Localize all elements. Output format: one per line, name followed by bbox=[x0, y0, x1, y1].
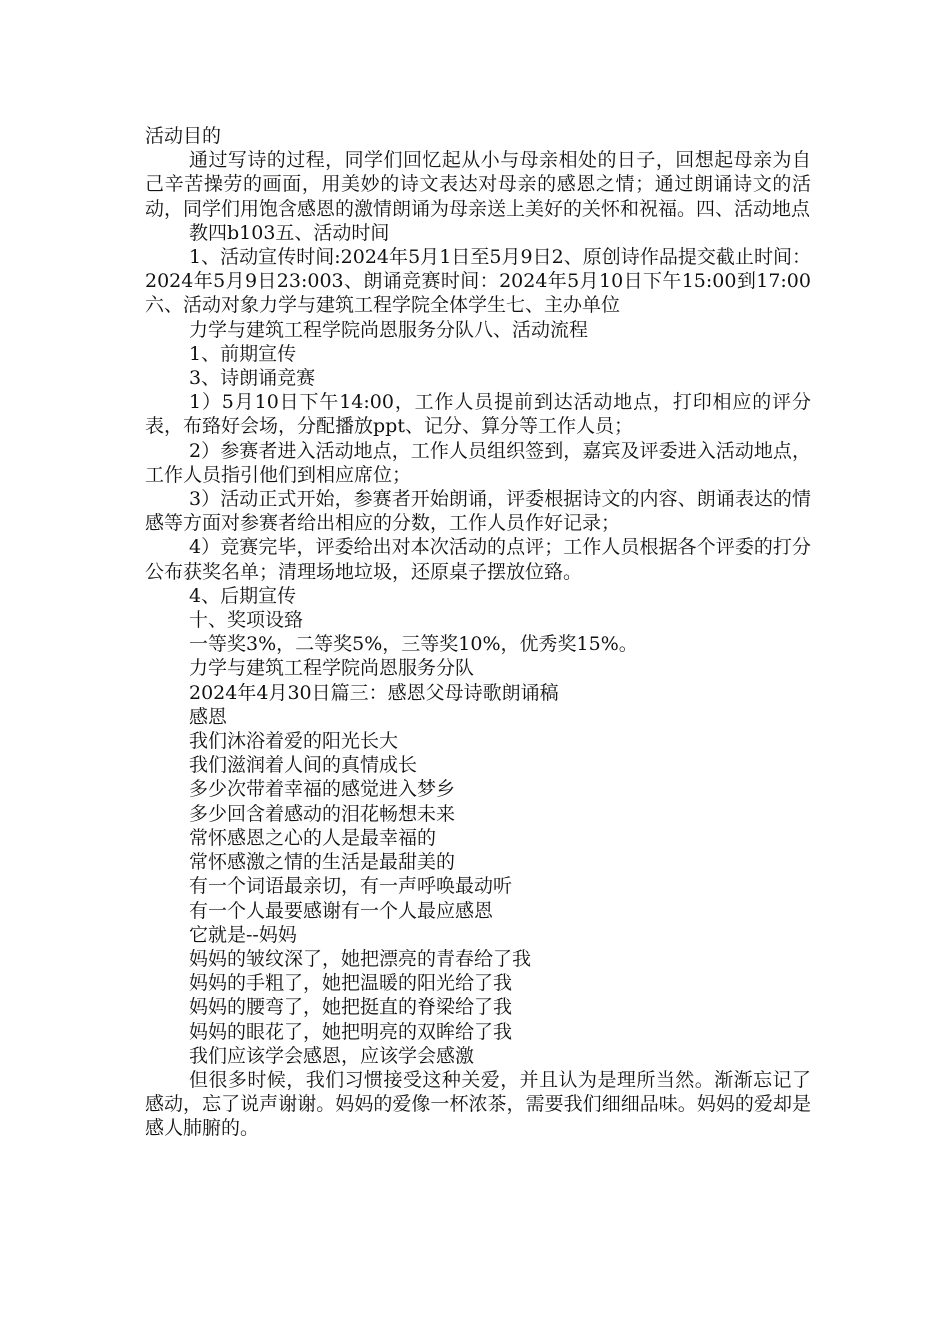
section-heading: 活动目的 bbox=[145, 125, 222, 147]
list-item: 3、诗朗诵竞赛 bbox=[189, 367, 316, 390]
paragraph: 1）5月10日下午14:00，工作人员提前到达活动地点，打印相应的评分表，布臵好会场，分配播放ppt、记分、算分等工作人员； bbox=[145, 391, 811, 438]
poem-line: 有一个词语最亲切，有一声呼唤最动听 bbox=[189, 875, 513, 898]
poem-line: 有一个人最要感谢有一个人最应感恩 bbox=[189, 899, 494, 922]
poem-line: 多少回含着感动的泪花畅想未来 bbox=[189, 802, 456, 825]
poem-line: 多少次带着幸福的感觉进入梦乡 bbox=[189, 778, 456, 801]
document-page bbox=[145, 124, 811, 1141]
poem-line: 我们滋润着人间的真情成长 bbox=[189, 754, 418, 777]
poem-line: 常怀感激之情的生活是最甜美的 bbox=[189, 851, 456, 874]
paragraph: 3）活动正式开始，参赛者开始朗诵，评委根据诗文的内容、朗诵表达的情感等方面对参赛者给出相应的分数，工作人员作好记录； bbox=[145, 488, 811, 535]
paragraph: 通过写诗的过程，同学们回忆起从小与母亲相处的日子，回想起母亲为自己辛苦操劳的画面，用美妙的诗文表达对母亲的感恩之情；通过朗诵诗文的活动，同学们用饱含感恩的激情朗诵为母亲送上美好的关怀和祝福。四、活动地点 bbox=[145, 149, 811, 220]
paragraph: 2）参赛者进入活动地点，工作人员组织签到，嘉宾及评委进入活动地点，工作人员指引他们到相应席位； bbox=[145, 439, 811, 486]
poem-line: 常怀感恩之心的人是最幸福的 bbox=[189, 826, 437, 849]
paragraph: 但很多时候，我们习惯接受这种关爱，并且认为是理所当然。渐渐忘记了感动，忘了说声谢谢。妈妈的爱像一杯浓茶，需要我们细细品味。妈妈的爱却是感人肺腑的。 bbox=[145, 1068, 811, 1140]
text-line: 力学与建筑工程学院尚恩服务分队八、活动流程 bbox=[189, 318, 589, 341]
poem-line: 妈妈的皱纹深了，她把漂亮的青春给了我 bbox=[189, 947, 532, 970]
section-heading: 十、奖项设臵 bbox=[189, 609, 304, 632]
poem-title: 感恩 bbox=[189, 705, 228, 728]
poem-line: 我们应该学会感恩，应该学会感激 bbox=[189, 1044, 475, 1067]
list-item: 1、前期宣传 bbox=[189, 342, 297, 365]
poem-line: 它就是--妈妈 bbox=[189, 923, 297, 946]
poem-line: 妈妈的手粗了，她把温暖的阳光给了我 bbox=[189, 972, 513, 995]
list-item: 4、后期宣传 bbox=[189, 584, 297, 607]
poem-line: 妈妈的眼花了，她把明亮的双眸给了我 bbox=[189, 1020, 513, 1043]
text-line: 力学与建筑工程学院尚恩服务分队 bbox=[189, 657, 475, 680]
paragraph: 4）竞赛完毕，评委给出对本次活动的点评；工作人员根据各个评委的打分公布获奖名单；清理场地垃圾，还原桌子摆放位臵。 bbox=[145, 536, 811, 583]
poem-line: 妈妈的腰弯了，她把挺直的脊梁给了我 bbox=[189, 996, 513, 1019]
poem-line: 我们沐浴着爱的阳光长大 bbox=[189, 730, 399, 753]
paragraph: 1、活动宣传时间:2024年5月1日至5月9日2、原创诗作品提交截止时间：2024年5月9日23:003、朗诵竞赛时间：2024年5月10日下午15:00到17:00六、活动对象力学与建筑工程学院全体学生七、主办单位 bbox=[145, 246, 811, 317]
text-line: 教四b103五、活动时间 bbox=[189, 221, 390, 244]
text-line: 2024年4月30日篇三：感恩父母诗歌朗诵稿 bbox=[189, 681, 559, 704]
text-line: 一等奖3%，二等奖5%，三等奖10%，优秀奖15%。 bbox=[189, 633, 638, 656]
